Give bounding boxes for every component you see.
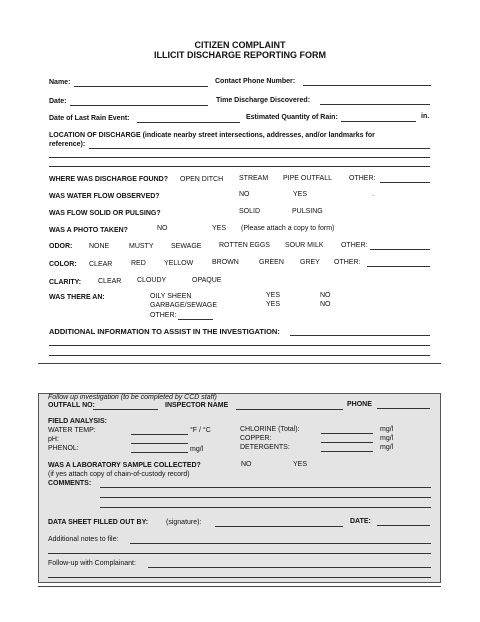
field-analysis-label: FIELD ANALYSIS: <box>48 418 107 425</box>
there-other-field[interactable] <box>178 319 213 320</box>
option-flow-yes[interactable]: YES <box>293 191 308 198</box>
option-garbage-yes[interactable]: YES <box>266 301 281 308</box>
option-photo-no[interactable]: NO <box>157 225 168 232</box>
followup-note: Follow up investigation (to be completed by CCD staff) <box>48 394 217 401</box>
phenol-unit: mg/l <box>190 446 204 453</box>
rain-event-label: Date of Last Rain Event: <box>49 115 130 122</box>
signature-label: (signature): <box>166 519 202 526</box>
section-divider <box>38 363 441 364</box>
option-clarity-cloudy[interactable]: CLOUDY <box>137 277 167 284</box>
phenol-label: PHENOL: <box>48 445 79 452</box>
option-odor-rotten-eggs[interactable]: ROTTEN EGGS <box>219 242 270 249</box>
option-color-green[interactable]: GREEN <box>259 259 284 266</box>
option-there-other: OTHER: <box>150 312 177 319</box>
detergents-field[interactable] <box>321 451 373 452</box>
comments-label: COMMENTS: <box>48 480 92 487</box>
photo-note: (Please attach a copy to form) <box>241 225 335 232</box>
odor-label: ODOR: <box>49 243 73 250</box>
option-odor-sewage[interactable]: SEWAGE <box>171 243 202 250</box>
option-odor-other[interactable]: OTHER: <box>341 242 368 249</box>
time-discovered-label: Time Discharge Discovered: <box>216 97 311 104</box>
rain-event-field[interactable] <box>137 122 240 123</box>
date-label: Date: <box>49 98 67 105</box>
followup-complainant-field-2[interactable] <box>48 577 431 578</box>
sheet-date-label: DATE: <box>350 518 371 525</box>
option-color-grey[interactable]: GREY <box>300 259 320 266</box>
chlorine-unit: mg/l <box>380 426 394 433</box>
time-discovered-field[interactable] <box>320 104 430 105</box>
form-subtitle: ILLICIT DISCHARGE REPORTING FORM <box>154 50 326 60</box>
form-title: CITIZEN COMPLAINT <box>194 40 286 50</box>
additional-info-field-3[interactable] <box>49 355 430 356</box>
additional-info-field-1[interactable] <box>290 335 430 336</box>
option-solid[interactable]: SOLID <box>239 208 261 215</box>
option-stream[interactable]: STREAM <box>239 175 269 182</box>
rain-quantity-field[interactable] <box>341 121 416 122</box>
ph-field[interactable] <box>131 443 188 444</box>
date-field[interactable] <box>70 105 208 106</box>
additional-notes-field-2[interactable] <box>48 553 431 554</box>
copper-unit: mg/l <box>380 435 394 442</box>
water-temp-field[interactable] <box>131 434 188 435</box>
discharge-found-label: WHERE WAS DISCHARGE FOUND? <box>49 176 168 183</box>
flow-observed-label: WAS WATER FLOW OBSERVED? <box>49 193 160 200</box>
option-oily-no[interactable]: NO <box>320 292 331 299</box>
contact-phone-field[interactable] <box>303 85 431 86</box>
option-photo-yes[interactable]: YES <box>212 225 227 232</box>
lab-sample-label: WAS A LABORATORY SAMPLE COLLECTED? <box>48 462 201 469</box>
additional-info-field-2[interactable] <box>49 345 430 346</box>
temp-unit: °F / °C <box>190 427 211 434</box>
chlorine-field[interactable] <box>321 433 373 434</box>
option-pipe-outfall[interactable]: PIPE OUTFALL <box>283 175 333 182</box>
option-color-clear[interactable]: CLEAR <box>89 261 113 268</box>
option-found-other[interactable]: OTHER: <box>349 175 376 182</box>
copper-field[interactable] <box>321 442 373 443</box>
rain-unit: in. <box>421 113 430 120</box>
color-other-field[interactable] <box>367 266 430 267</box>
outfall-label: OUTFALL NO: <box>48 402 95 409</box>
location-field-2[interactable] <box>49 157 430 158</box>
odor-other-field[interactable] <box>370 249 430 250</box>
comments-field-1[interactable] <box>100 487 431 488</box>
option-lab-yes[interactable]: YES <box>293 461 308 468</box>
option-oily-sheen: OILY SHEEN <box>150 293 192 300</box>
contact-phone-label: Contact Phone Number: <box>215 78 296 85</box>
additional-notes-label: Additional notes to file: <box>48 536 119 543</box>
inspector-field[interactable] <box>236 409 343 410</box>
signature-field[interactable] <box>215 526 343 527</box>
option-oily-yes[interactable]: YES <box>266 292 281 299</box>
chlorine-label: CHLORINE (Total): <box>240 426 300 433</box>
option-flow-no[interactable]: NO <box>239 191 250 198</box>
bottom-divider <box>38 586 441 587</box>
copper-label: COPPER: <box>240 435 272 442</box>
option-pulsing[interactable]: PULSING <box>292 208 323 215</box>
stray-mark: . <box>372 191 374 198</box>
option-odor-sour-milk[interactable]: SOUR MILK <box>285 242 324 249</box>
solid-pulsing-label: WAS FLOW SOLID OR PULSING? <box>49 210 161 217</box>
color-label: COLOR: <box>49 261 77 268</box>
additional-info-label: ADDITIONAL INFORMATION TO ASSIST IN THE INVESTIGATION: <box>49 327 280 336</box>
option-color-brown[interactable]: BROWN <box>212 259 239 266</box>
comments-field-3[interactable] <box>100 507 431 508</box>
comments-field-2[interactable] <box>100 497 431 498</box>
clarity-label: CLARITY: <box>49 279 82 286</box>
sheet-date-field[interactable] <box>377 525 430 526</box>
inspector-label: INSPECTOR NAME <box>165 402 229 409</box>
outfall-field[interactable] <box>93 409 158 410</box>
location-label: LOCATION OF DISCHARGE (indicate nearby street intersections, addresses, and/or landmarks for <box>49 132 375 139</box>
location-label-ref: reference): <box>49 141 86 148</box>
ph-label: pH: <box>48 436 59 443</box>
option-lab-no[interactable]: NO <box>241 461 252 468</box>
followup-complainant-label: Follow-up with Complainant: <box>48 560 136 567</box>
option-clarity-clear[interactable]: CLEAR <box>98 278 122 285</box>
option-garbage-sewage: GARBAGE/SEWAGE <box>150 302 218 309</box>
option-garbage-no[interactable]: NO <box>320 301 331 308</box>
rain-quantity-label: Estimated Quantity of Rain: <box>246 114 338 121</box>
water-temp-label: WATER TEMP: <box>48 427 96 434</box>
phenol-field[interactable] <box>131 452 188 453</box>
detergents-unit: mg/l <box>380 444 394 451</box>
option-color-red[interactable]: RED <box>131 260 146 267</box>
data-sheet-label: DATA SHEET FILLED OUT BY: <box>48 519 149 526</box>
location-field-3[interactable] <box>49 166 430 167</box>
option-clarity-opaque[interactable]: OPAQUE <box>192 277 222 284</box>
staff-phone-field[interactable] <box>377 408 430 409</box>
was-there-label: WAS THERE AN: <box>49 294 105 301</box>
option-color-yellow[interactable]: YELLOW <box>164 260 194 267</box>
location-field-1[interactable] <box>89 148 430 149</box>
lab-note: (if yes attach copy of chain-of-custody record) <box>48 471 190 478</box>
found-other-field[interactable] <box>380 182 430 183</box>
staff-phone-label: PHONE <box>347 401 372 408</box>
option-open-ditch[interactable]: OPEN DITCH <box>180 176 224 183</box>
name-field[interactable] <box>74 86 208 87</box>
option-odor-none[interactable]: NONE <box>89 243 110 250</box>
followup-complainant-field-1[interactable] <box>148 567 431 568</box>
detergents-label: DETERGENTS: <box>240 444 290 451</box>
photo-taken-label: WAS A PHOTO TAKEN? <box>49 227 128 234</box>
option-odor-musty[interactable]: MUSTY <box>129 243 154 250</box>
name-label: Name: <box>49 79 71 86</box>
additional-notes-field-1[interactable] <box>130 543 431 544</box>
option-color-other[interactable]: OTHER: <box>334 259 361 266</box>
